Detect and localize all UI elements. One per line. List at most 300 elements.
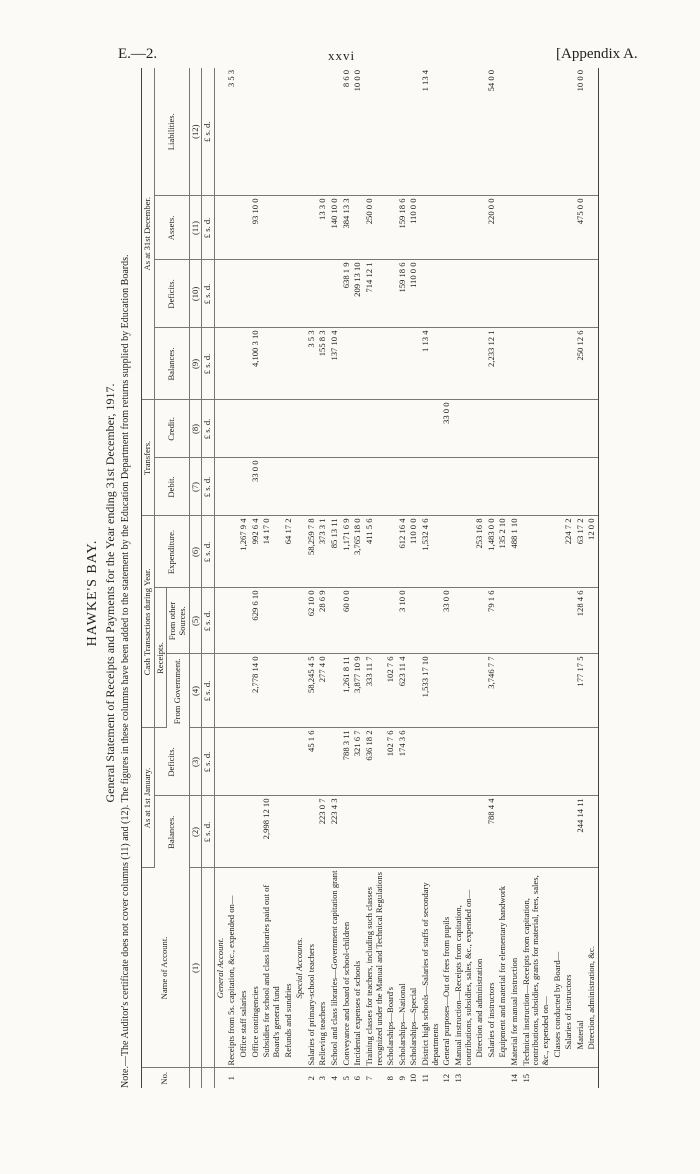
units-label: £ s. d. [202,796,215,868]
amount-cell [250,796,262,868]
account-name: Equipment and material for elementary handwork [497,868,509,1068]
amount-cell [552,728,564,796]
col-number: (9) [189,328,202,400]
amount-cell: 636 18 2 [364,728,385,796]
table-row [586,68,598,1088]
amount-cell [474,400,486,458]
amount-cell [238,400,250,458]
amount-cell [563,400,575,458]
amount-cell [552,196,564,260]
amount-cell [226,260,238,328]
amount-cell [341,796,353,868]
row-number [261,1068,282,1088]
row-number: 10 [408,1073,419,1083]
amount-cell [214,196,226,260]
amount-cell [552,458,564,516]
col-number: (7) [189,458,202,516]
amount-cell [420,458,441,516]
amount-cell: 250 12 6 [575,328,587,400]
amount-cell [441,516,453,588]
amount-cell [497,588,509,654]
amount-cell: 1,261 8 11 [341,654,353,728]
amount-cell [441,328,453,400]
amount-cell: 250 0 0 [364,196,385,260]
amount-cell [283,68,295,196]
amount-cell [509,328,521,400]
appendix-label: [Appendix A. [556,46,638,62]
amount-cell: 8 6 0 [341,68,353,196]
col-header: Expenditure. [154,516,189,588]
col-header: Assets. [154,196,189,260]
amount-cell [329,654,341,728]
amount-cell: 159 18 6 [397,196,409,260]
row-number: 2 [305,1076,316,1081]
units-label: £ s. d. [202,196,215,260]
amount-cell [352,400,364,458]
header-cash: Cash Transactions during Year. [142,516,155,728]
row-number [586,1068,598,1088]
amount-cell: 3 10 0 [397,588,409,654]
amount-cell [261,328,282,400]
amount-cell: 3,877 10 9 [352,654,364,728]
amount-cell [364,796,385,868]
units-label: £ s. d. [202,400,215,458]
amount-cell: 58,259 7 8 [306,516,318,588]
amount-cell [294,400,306,458]
amount-cell [521,458,552,516]
amount-cell [306,68,318,196]
units-label: £ s. d. [202,68,215,196]
amount-cell [283,196,295,260]
row-number [283,1068,295,1088]
amount-cell: 155 8 3 [317,328,329,400]
amount-cell [214,588,226,654]
amount-cell: 475 0 0 [575,196,587,260]
amount-cell [306,196,318,260]
amount-cell: 373 3 1 [317,516,329,588]
row-number: 15 [520,1073,531,1083]
amount-cell [226,400,238,458]
amount-cell [214,400,226,458]
amount-cell [283,654,295,728]
col-number: (10) [189,260,202,328]
amount-cell: 629 6 10 [250,588,262,654]
amount-cell [329,260,341,328]
amount-cell [283,328,295,400]
amount-cell [250,260,262,328]
amount-cell [497,328,509,400]
amount-cell [283,400,295,458]
amount-cell [408,654,420,728]
table-row [352,68,364,1088]
amount-cell [352,588,364,654]
account-name: District high schools—Salaries of staffs of secondary departments [420,868,441,1068]
amount-cell [420,400,441,458]
amount-cell [214,68,226,196]
amount-cell [420,260,441,328]
amount-cell [226,796,238,868]
table-row [250,68,262,1088]
amount-cell: 4,100 3 10 [250,328,262,400]
table-row [283,68,295,1088]
amount-cell [226,516,238,588]
amount-cell [586,728,598,796]
amount-cell [283,588,295,654]
amount-cell [509,400,521,458]
units-spacer [202,868,215,1068]
amount-cell: 223 4 3 [329,796,341,868]
amount-cell: 110 0 0 [408,196,420,260]
amount-cell: 10 0 0 [575,68,587,196]
amount-cell [521,328,552,400]
amount-cell [575,400,587,458]
amount-cell [250,400,262,458]
amount-cell [509,728,521,796]
col-header: Liabilities. [154,68,189,196]
amount-cell [497,458,509,516]
account-name: Subsidies for school and class libraries paid out of Board's general fund [261,868,282,1068]
amount-cell [226,196,238,260]
amount-cell: 137 10 4 [329,328,341,400]
amount-cell [283,458,295,516]
amount-cell [364,400,385,458]
table-row [563,68,575,1088]
amount-cell [329,588,341,654]
amount-cell: 33 0 0 [250,458,262,516]
amount-cell: 58,245 4 5 [306,654,318,728]
amount-cell [563,328,575,400]
amount-cell: 45 1 6 [306,728,318,796]
amount-cell [214,260,226,328]
table-row [317,68,329,1088]
amount-cell [341,458,353,516]
amount-cell [441,796,453,868]
amount-cell [474,196,486,260]
amount-cell [329,458,341,516]
account-name: Salaries of primary-school teachers [306,868,318,1068]
amount-cell [497,654,509,728]
amount-cell [586,654,598,728]
amount-cell [408,400,420,458]
amount-cell [474,328,486,400]
amount-cell [238,196,250,260]
amount-cell: 140 10 0 [329,196,341,260]
row-number [575,1068,587,1088]
col-header: Balances. [154,796,189,868]
table-row [575,68,587,1088]
row-number: 3 [317,1076,328,1081]
amount-cell [552,400,564,458]
amount-cell [385,328,397,400]
amount-cell: 788 3 11 [341,728,353,796]
amount-cell [397,68,409,196]
amount-cell [294,796,306,868]
amount-cell: 333 11 7 [364,654,385,728]
amount-cell [474,654,486,728]
amount-cell [509,588,521,654]
amount-cell [408,728,420,796]
amount-cell: 79 1 6 [486,588,498,654]
table-row [453,68,474,1088]
amount-cell [352,458,364,516]
rotated-statement [65,58,655,1128]
col-number: (8) [189,400,202,458]
col-number: (5) [189,588,202,654]
amount-cell [486,260,498,328]
amount-cell [385,588,397,654]
table-row [329,68,341,1088]
amount-cell: 93 10 0 [250,196,262,260]
amount-cell [364,458,385,516]
units-label: £ s. d. [202,588,215,654]
amount-cell [521,728,552,796]
amount-cell [214,796,226,868]
amount-cell [397,796,409,868]
amount-cell [408,68,420,196]
amount-cell [306,260,318,328]
amount-cell [397,458,409,516]
amount-cell [521,588,552,654]
table-row [420,68,441,1088]
amount-cell [226,728,238,796]
account-name: Incidental expenses of schools [352,868,364,1068]
amount-cell: 623 11 4 [397,654,409,728]
account-name: Refunds and sundries [283,868,295,1068]
amount-cell [552,516,564,588]
table-row [486,68,498,1088]
amount-cell [552,68,564,196]
amount-cell [385,260,397,328]
units-label: £ s. d. [202,328,215,400]
amount-cell [563,196,575,260]
amount-cell [238,68,250,196]
amount-cell [329,728,341,796]
amount-cell: 110 0 0 [408,516,420,588]
row-number [563,1068,575,1088]
amount-cell [474,68,486,196]
amount-cell: 85 13 11 [329,516,341,588]
col-header: Balances. [154,328,189,400]
row-number: 6 [352,1076,363,1081]
amount-cell [352,196,364,260]
amount-cell: 2,778 14 0 [250,654,262,728]
amount-cell: 411 5 6 [364,516,385,588]
amount-cell [486,458,498,516]
amount-cell [563,458,575,516]
amount-cell [238,328,250,400]
amount-cell [474,260,486,328]
col-header: Credit. [154,400,189,458]
amount-cell [250,68,262,196]
table-row [441,68,453,1088]
amount-cell [563,654,575,728]
amount-cell [552,260,564,328]
amount-cell: 1,483 0 0 [486,516,498,588]
table-row [521,68,552,1088]
amount-cell [420,588,441,654]
amount-cell: 159 18 6 [397,260,409,328]
amount-cell [408,328,420,400]
amount-cell [283,260,295,328]
row-number [486,1068,498,1088]
row-number [552,1068,564,1088]
amount-cell [306,796,318,868]
amount-cell [509,196,521,260]
table-row [294,68,306,1088]
amount-cell [294,654,306,728]
amount-cell [453,588,474,654]
amount-cell [283,728,295,796]
account-name: Material for manual instruction [509,868,521,1068]
amount-cell [474,728,486,796]
row-number: 1 [226,1076,237,1081]
amount-cell [385,400,397,458]
amount-cell [420,796,441,868]
amount-cell [441,728,453,796]
amount-cell [408,588,420,654]
amount-cell [294,516,306,588]
col-number: (12) [189,68,202,196]
row-number [250,1068,262,1088]
table-row [385,68,397,1088]
amount-cell [214,516,226,588]
amount-cell [441,458,453,516]
amount-cell [486,728,498,796]
amount-cell [261,728,282,796]
amount-cell [317,260,329,328]
amount-cell [509,68,521,196]
amount-cell [586,196,598,260]
amount-cell: 64 17 2 [283,516,295,588]
amount-cell [261,260,282,328]
amount-cell [317,400,329,458]
amount-cell: 33 0 0 [441,400,453,458]
col-number: (11) [189,196,202,260]
amount-cell [364,588,385,654]
account-name: Direction and administration [474,868,486,1068]
row-number: 14 [509,1073,519,1083]
amount-cell [238,458,250,516]
amount-cell [552,796,564,868]
amount-cell [238,728,250,796]
amount-cell: 220 0 0 [486,196,498,260]
units-label: £ s. d. [202,728,215,796]
amount-cell [385,516,397,588]
amount-cell: 3,765 18 0 [352,516,364,588]
amount-cell: 33 0 0 [441,588,453,654]
amount-cell [521,260,552,328]
amount-cell [453,400,474,458]
amount-cell [385,458,397,516]
amount-cell [563,68,575,196]
account-name: Office contingencies [250,868,262,1068]
amount-cell [226,654,238,728]
amount-cell [238,654,250,728]
amount-cell [306,458,318,516]
amount-cell [575,458,587,516]
amount-cell: 277 4 0 [317,654,329,728]
table-row [341,68,353,1088]
account-name: General Account. [214,868,226,1068]
amount-cell [294,728,306,796]
amount-cell: 128 4 6 [575,588,587,654]
table-row [474,68,486,1088]
amount-cell [364,328,385,400]
account-name: Conveyance and board of school-children [341,868,353,1068]
units-spacer [202,1068,215,1088]
amount-cell: 714 12 1 [364,260,385,328]
amount-cell: 612 16 4 [397,516,409,588]
statement-title: General Statement of Receipts and Payments for the Year ending 31st December, 1917. [103,383,117,803]
amount-cell [385,796,397,868]
row-number: 4 [329,1076,339,1081]
header-transfers: Transfers. [142,400,155,516]
amount-cell: 1 13 4 [420,68,441,196]
amount-cell [397,328,409,400]
amount-cell [453,728,474,796]
amount-cell [563,796,575,868]
amount-cell: 788 4 4 [486,796,498,868]
amount-cell: 177 17 5 [575,654,587,728]
amount-cell [226,458,238,516]
amount-cell: 135 2 10 [497,516,509,588]
amount-cell [453,68,474,196]
amount-cell: 209 13 10 [352,260,364,328]
amount-cell: 102 7 6 [385,654,397,728]
amount-cell [521,516,552,588]
row-number [294,1068,306,1088]
amount-cell: 3,746 7 7 [486,654,498,728]
header-jan: As at 1st January. [142,728,155,868]
amount-cell [283,796,295,868]
col-number: (3) [189,728,202,796]
amount-cell: 13 3 0 [317,196,329,260]
amount-cell [261,588,282,654]
amount-cell: 10 0 0 [352,68,364,196]
amount-cell [453,796,474,868]
amount-cell [509,796,521,868]
amount-cell [238,588,250,654]
account-name: Receipts from 5s. capitation, &c., expended on— [226,868,238,1068]
amount-cell: 14 17 0 [261,516,282,588]
units-label: £ s. d. [202,260,215,328]
amount-cell [453,516,474,588]
amount-cell: 3 5 3 [226,68,238,196]
account-name: Salaries of instructors [486,868,498,1068]
table-row [306,68,318,1088]
amount-cell [453,260,474,328]
amount-cell [261,68,282,196]
amount-cell [420,196,441,260]
amount-cell [317,728,329,796]
amount-cell [261,654,282,728]
amount-cell: 102 7 6 [385,728,397,796]
row-number [497,1068,509,1088]
units-label: £ s. d. [202,516,215,588]
amount-cell [563,260,575,328]
amount-cell [214,654,226,728]
col-number: (1) [189,868,202,1068]
account-name: School and class libraries—Government capitation grant [329,868,341,1068]
account-name: Scholarships—Board's [385,868,397,1068]
amount-cell [294,68,306,196]
amount-cell [586,588,598,654]
amount-cell [226,328,238,400]
amount-cell: 224 7 2 [563,516,575,588]
header-name: Name of Account. [142,868,190,1068]
auditor-note: Note.—The Auditor's certificate does not cover columns (11) and (12). The figures in these columns have been added to the statement by the Education Department from returns supplied by Education Boards. [120,254,131,1088]
amount-cell: 244 14 11 [575,796,587,868]
